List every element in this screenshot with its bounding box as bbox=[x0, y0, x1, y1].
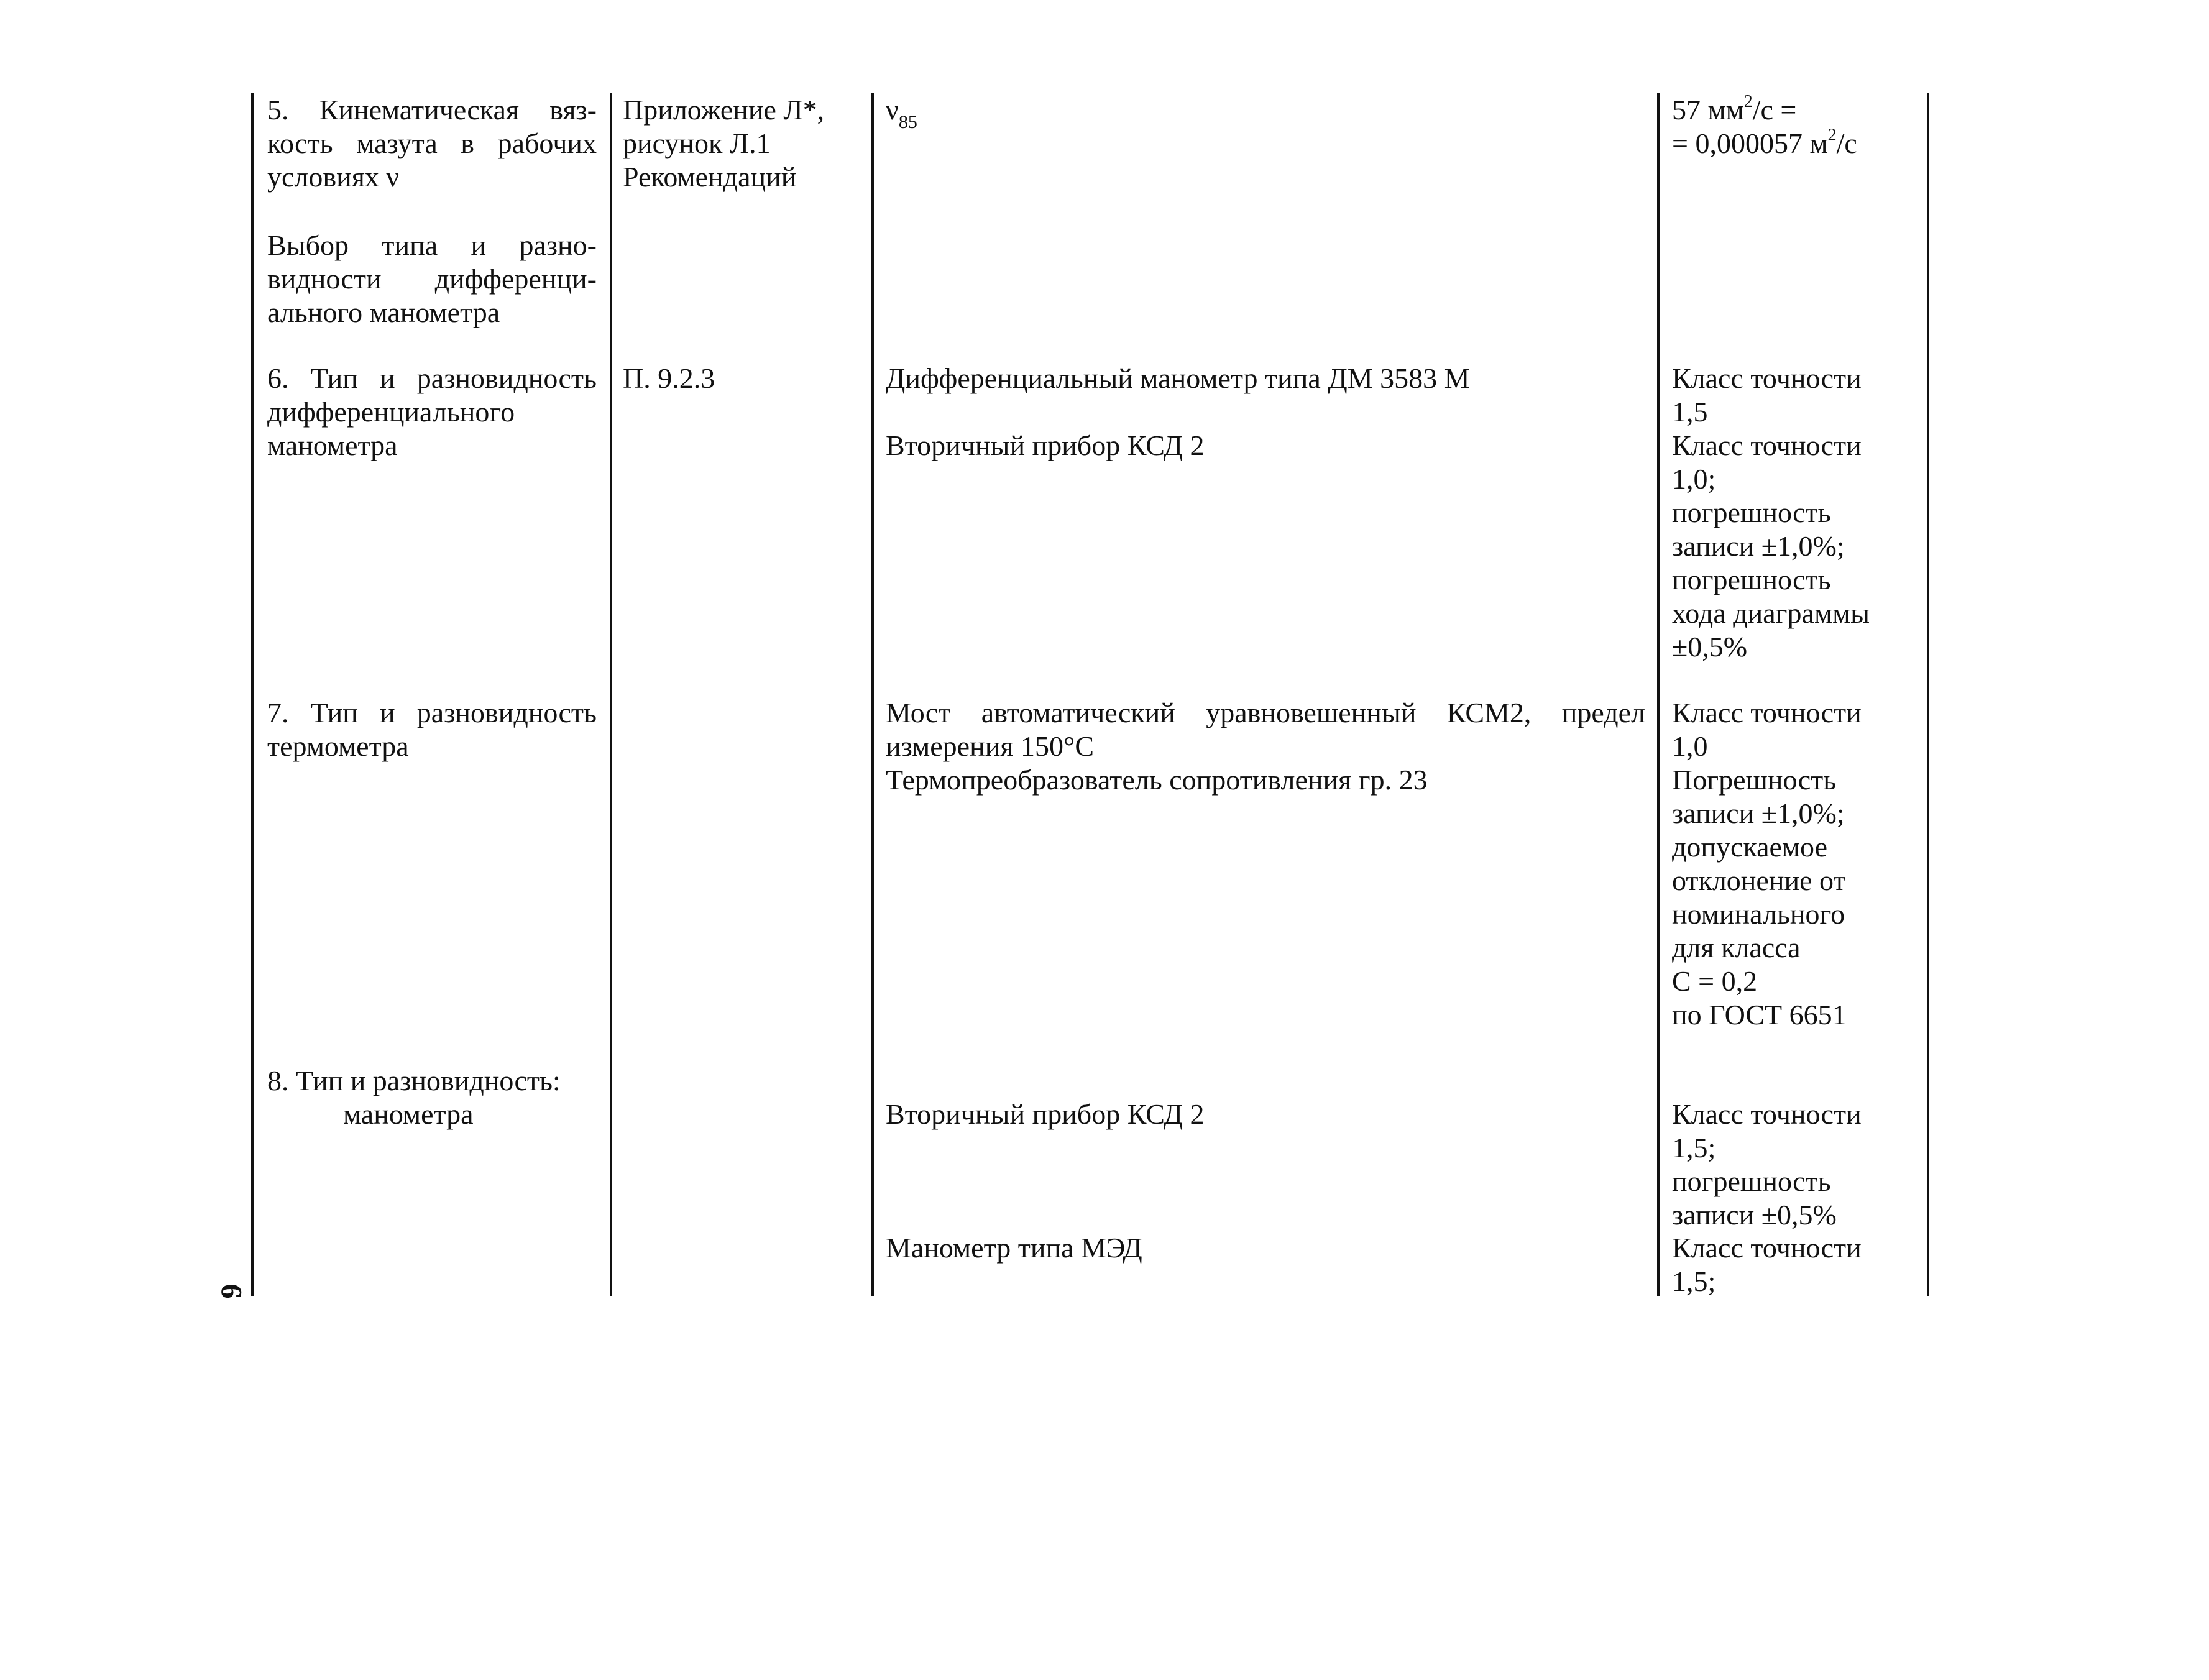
row6-spec-line6: записи ±1,0%; bbox=[1672, 530, 1845, 562]
row5-parameter-line1: 5. Кинематическая вяз- bbox=[267, 94, 597, 126]
row8-spec-line3: погрешность bbox=[1672, 1165, 1831, 1197]
row6-spec-line7: погрешность bbox=[1672, 564, 1831, 595]
row7-device-line1: Мост автоматический уравновешенный КСМ2, предел bbox=[886, 697, 1645, 728]
row7-spec-line2: 1,0 bbox=[1672, 730, 1708, 762]
table-right-border bbox=[1927, 93, 1929, 1296]
row8-spec-line1: Класс точности bbox=[1672, 1098, 1862, 1130]
row5-parameter-line2: кость мазута в рабочих bbox=[267, 127, 597, 159]
row8-spec-line2: 1,5; bbox=[1672, 1132, 1716, 1164]
column-divider-1 bbox=[610, 93, 612, 1296]
row6-spec-line5: погрешность bbox=[1672, 497, 1831, 528]
value-text: = 0,000057 м bbox=[1672, 127, 1828, 159]
row6-spec-line4: 1,0; bbox=[1672, 463, 1716, 495]
row7-spec-line10: по ГОСТ 6651 bbox=[1672, 999, 1847, 1030]
row8-parameter-line1: 8. Тип и разновидность: bbox=[267, 1065, 561, 1096]
row8-device-a: Вторичный прибор КСД 2 bbox=[886, 1098, 1205, 1130]
row6-parameter-line3: манометра bbox=[267, 429, 398, 461]
row6-parameter-line1: 6. Тип и разновидность bbox=[267, 362, 597, 394]
row6-spec-line1: Класс точности bbox=[1672, 362, 1862, 394]
row6-spec-line8: хода диаграммы bbox=[1672, 597, 1870, 629]
row5-symbol bbox=[886, 93, 917, 133]
row6-device-b: Вторичный прибор КСД 2 bbox=[886, 429, 1205, 461]
section-heading-line1: Выбор типа и разно- bbox=[267, 229, 597, 261]
row7-spec-line5: допускаемое bbox=[1672, 831, 1828, 863]
nu-subscript: 85 bbox=[898, 112, 917, 133]
column-divider-3 bbox=[1657, 93, 1660, 1296]
row5-source-line2: рисунок Л.1 bbox=[623, 127, 771, 159]
nu-symbol: ν bbox=[886, 94, 899, 126]
section-heading-line3: ального манометра bbox=[267, 296, 500, 328]
row7-spec-line8: для класса bbox=[1672, 932, 1801, 963]
row7-parameter-line2: термометра bbox=[267, 730, 409, 762]
row7-device-line2: измерения 150°С bbox=[886, 730, 1095, 762]
value-superscript: 2 bbox=[1827, 125, 1837, 145]
table-left-border bbox=[251, 93, 254, 1296]
row8-device-b: Манометр типа МЭД bbox=[886, 1232, 1142, 1264]
row8-spec-line5: Класс точности bbox=[1672, 1232, 1862, 1264]
row6-spec-line3: Класс точности bbox=[1672, 429, 1862, 461]
value-text: /с bbox=[1836, 127, 1857, 159]
row5-value-line2 bbox=[1672, 127, 1857, 160]
row7-spec-line4: записи ±1,0%; bbox=[1672, 797, 1845, 829]
row6-spec-line2: 1,5 bbox=[1672, 396, 1708, 428]
section-heading-line2: видности дифференци- bbox=[267, 263, 597, 295]
row8-spec-line6: 1,5; bbox=[1672, 1265, 1716, 1297]
row5-source-line1: Приложение Л*, bbox=[623, 94, 825, 126]
column-divider-2 bbox=[871, 93, 874, 1296]
row5-value-line1 bbox=[1672, 93, 1796, 127]
row8-spec-line4: записи ±0,5% bbox=[1672, 1199, 1837, 1231]
row7-device-line3: Термопреобразователь сопротивления гр. 23 bbox=[886, 764, 1428, 796]
row6-source: П. 9.2.3 bbox=[623, 362, 715, 394]
row7-spec-line9: С = 0,2 bbox=[1672, 965, 1758, 997]
value-text: /с = bbox=[1752, 94, 1797, 126]
row7-spec-line3: Погрешность bbox=[1672, 764, 1837, 796]
row8-parameter-line2: манометра bbox=[343, 1098, 474, 1130]
row6-parameter-line2: дифференциального bbox=[267, 396, 515, 428]
page-number: 6 bbox=[214, 1283, 248, 1299]
value-superscript: 2 bbox=[1743, 91, 1753, 111]
row7-parameter-line1: 7. Тип и разновидность bbox=[267, 697, 597, 728]
row7-spec-line6: отклонение от bbox=[1672, 865, 1846, 896]
row6-spec-line9: ±0,5% bbox=[1672, 631, 1748, 663]
row7-spec-line1: Класс точности bbox=[1672, 697, 1862, 728]
row5-parameter-line3: условиях ν bbox=[267, 161, 400, 193]
value-text: 57 мм bbox=[1672, 94, 1744, 126]
row5-source-line3: Рекомендаций bbox=[623, 161, 797, 193]
row7-spec-line7: номинального bbox=[1672, 898, 1845, 930]
row6-device-a: Дифференциальный манометр типа ДМ 3583 М bbox=[886, 362, 1470, 394]
